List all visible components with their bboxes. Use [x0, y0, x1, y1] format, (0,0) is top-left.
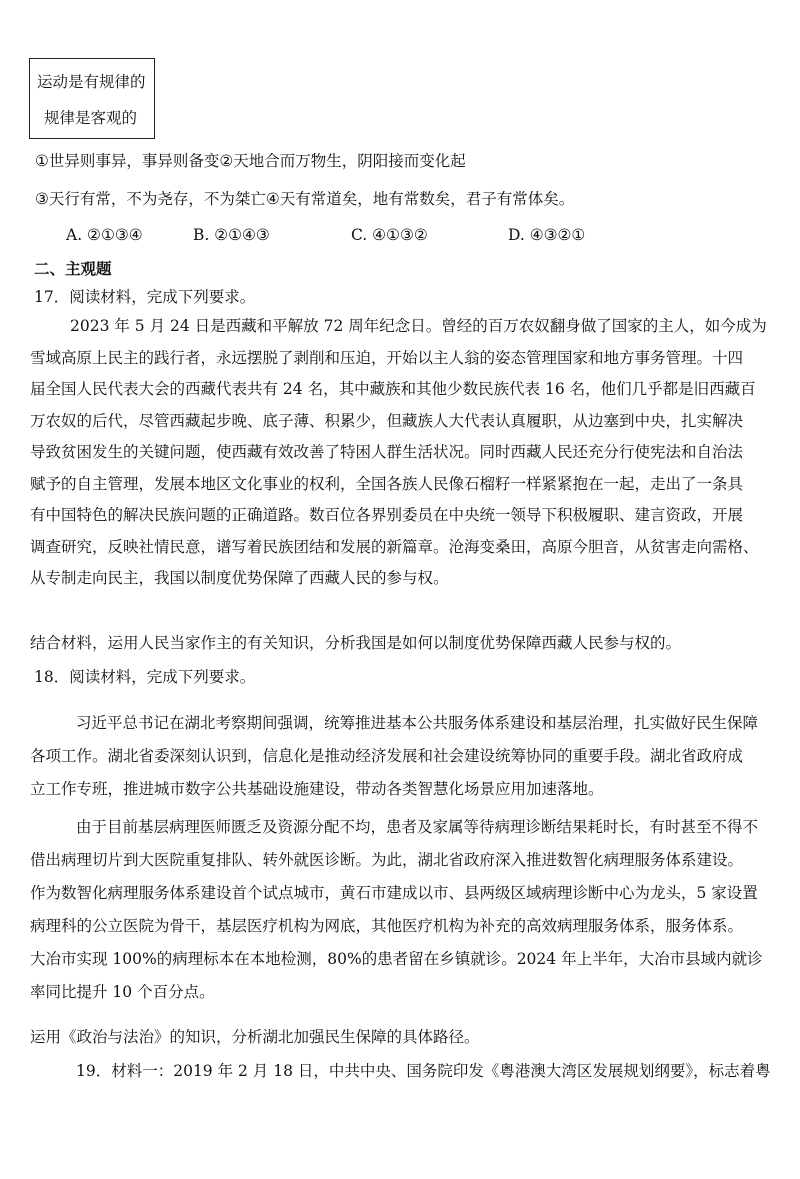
section-title: 二、主观题: [34, 260, 112, 278]
concept-box: [29, 58, 155, 139]
q18-line: 习近平总书记在湖北考察期间强调，统筹推进基本公共服务体系建设和基层治理，扎实做好民生保障: [76, 714, 759, 732]
q17-material: [30, 311, 772, 595]
q18-line: 立工作专班，推进城市数字公共基础设施建设，带动各类智慧化场景应用加速落地。: [30, 780, 604, 798]
q17-line: 从专制走向民主，我国以制度优势保障了西藏人民的参与权。: [30, 569, 449, 587]
q18-material-p1: [30, 707, 772, 806]
q17-line: 雪域高原上民主的践行者，永远摆脱了剥削和压迫，开始以主人翁的姿态管理国家和地方事务管理。十四: [30, 348, 744, 367]
q17-line: 万农奴的后代，尽管西藏起步晚、底子薄、积累少，但藏族人大代表认真履职，从边塞到中央，扎实解决: [30, 411, 744, 430]
q18-line: 大冶市实现 100%的病理标本在本地检测，80%的患者留在乡镇就诊。2024 年上半年，大冶市县域内就诊: [30, 950, 763, 968]
statement-line-2: ③天行有常，不为尧存，不为桀亡④天有常道矣，地有常数矣，君子有常体矣。: [35, 190, 575, 208]
q18-line: 借出病理切片到大医院重复排队、转外就医诊断。为此，湖北省政府深入推进数智化病理服务体系建设。: [30, 851, 744, 869]
q17-line: 导致贫困发生的关键问题，使西藏有效改善了特困人群生活状况。同时西藏人民还充分行使宪法和自治法: [30, 443, 744, 461]
q18-line: 由于目前基层病理医师匮乏及资源分配不均，患者及家属等待病理诊断结果耗时长，有时甚至不得不: [76, 818, 759, 836]
statement-line-1: ①世异则事异，事异则备变②天地合而万物生，阴阳接而变化起: [35, 152, 466, 170]
q17-line: 赋予的自主管理，发展本地区文化事业的权利，全国各族人民像石榴籽一样紧紧抱在一起，走出了一条具: [30, 474, 744, 493]
box-line-2: 规律是客观的: [44, 109, 138, 127]
option-c: C. ④①③②: [351, 226, 428, 244]
q18-task: 运用《政治与法治》的知识，分析湖北加强民生保障的具体路径。: [30, 1028, 480, 1046]
q17-line: 届全国人民代表大会的西藏代表共有 24 名，其中藏族和其他少数民族代表 16 名，他们几乎都是旧西藏百: [30, 380, 756, 398]
q18-material-p2: [30, 811, 772, 1009]
q17-heading: 17．阅读材料，完成下列要求。: [34, 288, 256, 306]
q18-heading: 18．阅读材料，完成下列要求。: [34, 668, 256, 686]
q17-line: 有中国特色的解决民族问题的正确道路。数百位各界别委员在中央统一领导下积极履职、建言资政，开展: [30, 506, 744, 524]
q17-task: 结合材料，运用人民当家作主的有关知识，分析我国是如何以制度优势保障西藏人民参与权的。: [30, 634, 682, 652]
q17-line: 调查研究，反映社情民意，谱写着民族团结和发展的新篇章。沧海变桑田，高原今胆音，从贫害走向需格、: [30, 537, 759, 556]
option-a: A. ②①③④: [66, 226, 143, 244]
option-b: B. ②①④③: [193, 226, 270, 244]
q18-line: 率同比提升 10 个百分点。: [30, 983, 215, 1001]
q18-line: 病理科的公立医院为骨干，基层医疗机构为网底，其他医疗机构为补充的高效病理服务体系，服务体系。: [30, 917, 744, 935]
box-line-1: 运动是有规律的: [37, 73, 146, 91]
q18-line: 各项工作。湖北省委深刻认识到，信息化是推动经济发展和社会建设统筹协同的重要手段。湖北省政府成: [30, 747, 744, 765]
option-d: D. ④③②①: [508, 226, 586, 244]
q18-line: 作为数智化病理服务体系建设首个试点城市，黄石市建成以市、县两级区域病理诊断中心为龙头，5 家设置: [30, 884, 758, 902]
q19-line: 19．材料一：2019 年 2 月 18 日，中共中央、国务院印发《粤港澳大湾区发展规划纲要》，标志着粤: [76, 1062, 771, 1080]
q17-line: 2023 年 5 月 24 日是西藏和平解放 72 周年纪念日。曾经的百万农奴翻身做了国家的主人，如今成为: [70, 317, 767, 335]
